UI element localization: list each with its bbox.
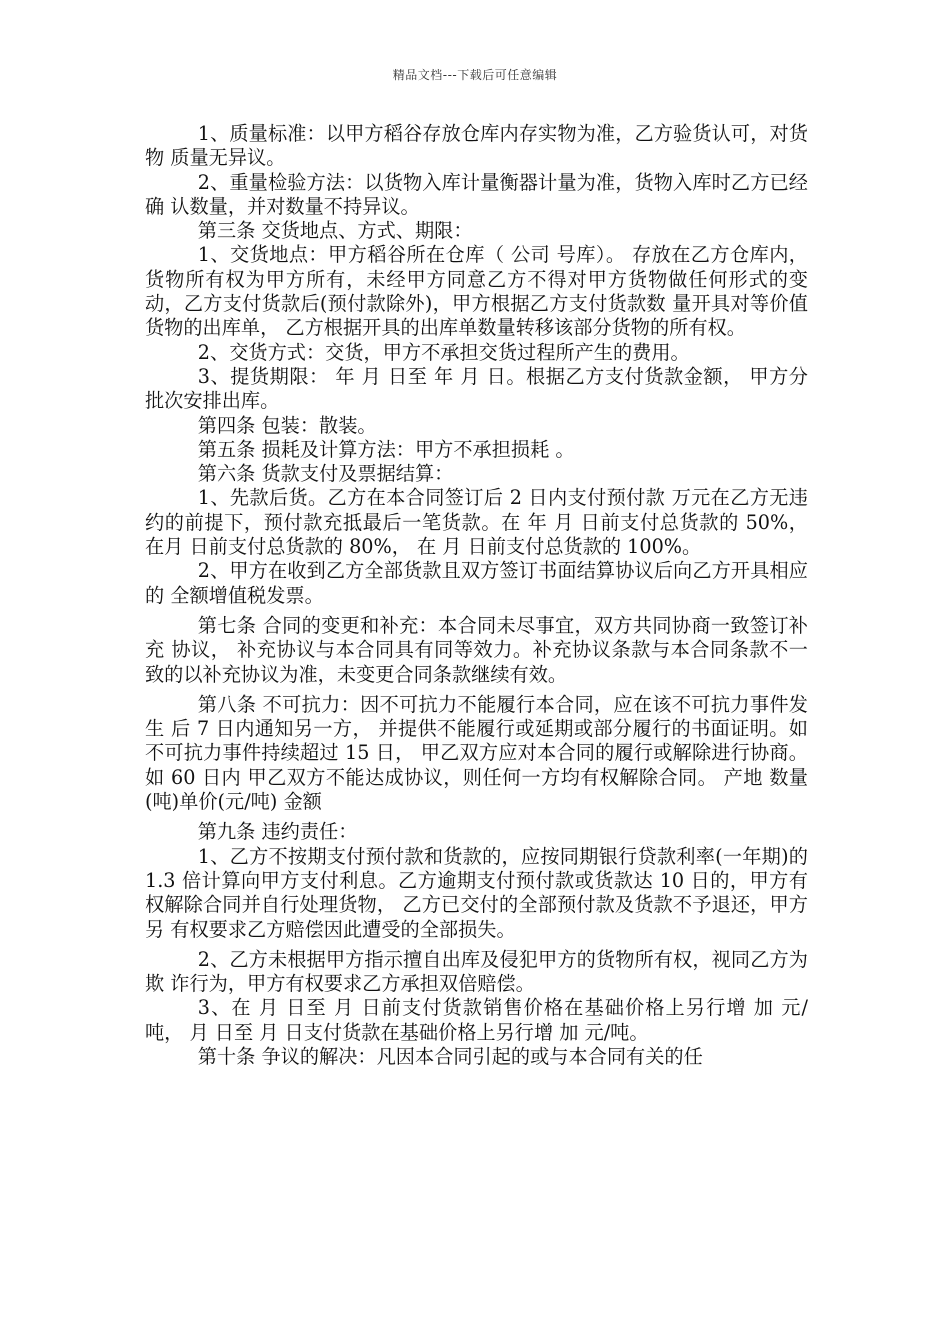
paragraph-unauthorized-release: 2、乙方未根据甲方指示擅自出库及侵犯甲方的货物所有权，视同乙方为欺 诈行为，甲方有权要求乙方承担双倍赔偿。	[145, 947, 808, 996]
article-3-heading: 第三条 交货地点、方式、期限：	[197, 219, 473, 243]
article-6-heading: 第六条 货款支付及票据结算：	[197, 462, 454, 486]
article-4-packaging: 第四条 包装：散装。	[197, 413, 377, 437]
page-header: 精品文档---下载后可任意编辑	[392, 68, 558, 82]
paragraph-delivery-location: 1、交货地点：甲方稻谷所在仓库（ 公司 号库）。 存放在乙方仓库内， 货物所有权为甲方所有，未经甲方同意乙方不得对甲方货物做任何形式的变动，乙方支付货款后(预付款除外)，甲方根据乙方支付货款数 量开具对等价值货物的出库单， 乙方根据开具的出库单数量转移该部分货物的所有权。	[145, 243, 808, 340]
paragraph-quality-standard: 1、质量标准：以甲方稻谷存放仓库内存实物为准，乙方验货认可，对货物 质量无异议。	[145, 122, 808, 170]
document-body	[145, 122, 808, 1069]
paragraph-delivery-method: 2、交货方式：交货，甲方不承担交货过程所产生的费用。	[197, 340, 690, 364]
paragraph-invoice: 2、甲方在收到乙方全部货款且双方签订书面结算协议后向乙方开具相应的 全额增值税发票。	[145, 559, 808, 607]
paragraph-late-payment: 1、乙方不按期支付预付款和货款的，应按同期银行贷款利率(一年期)的 1.3 倍计算向甲方支付利息。乙方逾期支付预付款或货款达 10 日的，甲方有权解除合同并自行处理货物， 乙方已交付的全部预付款及货款不予退还，甲方另 有权要求乙方赔偿因此遭受的全部损失。	[145, 844, 808, 941]
paragraph-weight-inspection: 2、重量检验方法：以货物入库计量衡器计量为准，货物入库时乙方已经确 认数量，并对数量不持异议。	[145, 170, 808, 218]
article-7-amendment: 第七条 合同的变更和补充：本合同未尽事宜，双方共同协商一致签订补充 协议， 补充协议与本合同具有同等效力。补充协议条款与本合同条款不一致的以补充协议为准，未变更合同条款继续有效。	[145, 613, 808, 686]
article-9-heading: 第九条 违约责任：	[197, 820, 358, 844]
paragraph-payment-first: 1、先款后货。乙方在本合同签订后 2 日内支付预付款 万元在乙方无违 约的前提下，预付款充抵最后一笔货款。在 年 月 日前支付总货款的 50%， 在月 日前支付总货款的 80%， 在 月 日前支付总货款的 100%。	[145, 486, 808, 559]
article-5-loss: 第五条 损耗及计算方法：甲方不承担损耗 。	[197, 437, 575, 461]
article-8-force-majeure: 第八条 不可抗力：因不可抗力不能履行本合同，应在该不可抗力事件发生 后 7 日内通知另一方， 并提供不能履行或延期或部分履行的书面证明。如不可抗力事件持续超过 15 日， 甲乙双方应对本合同的履行或解除进行协商。如 60 日内 甲乙双方不能达成协议，则任何一方均有权解除合同。 产地 数量 (吨)单价(元/吨) 金额	[145, 692, 808, 814]
paragraph-price-increase: 3、在 月 日至 月 日前支付货款销售价格在基础价格上另行增 加 元/吨， 月 日至 月 日支付货款在基础价格上另行增 加 元/吨。	[145, 996, 808, 1044]
paragraph-pickup-period: 3、提货期限： 年 月 日至 年 月 日。根据乙方支付货款金额， 甲方分批次安排出库。	[145, 364, 808, 413]
article-10-dispute: 第十条 争议的解决：凡因本合同引起的或与本合同有关的任	[197, 1044, 703, 1068]
